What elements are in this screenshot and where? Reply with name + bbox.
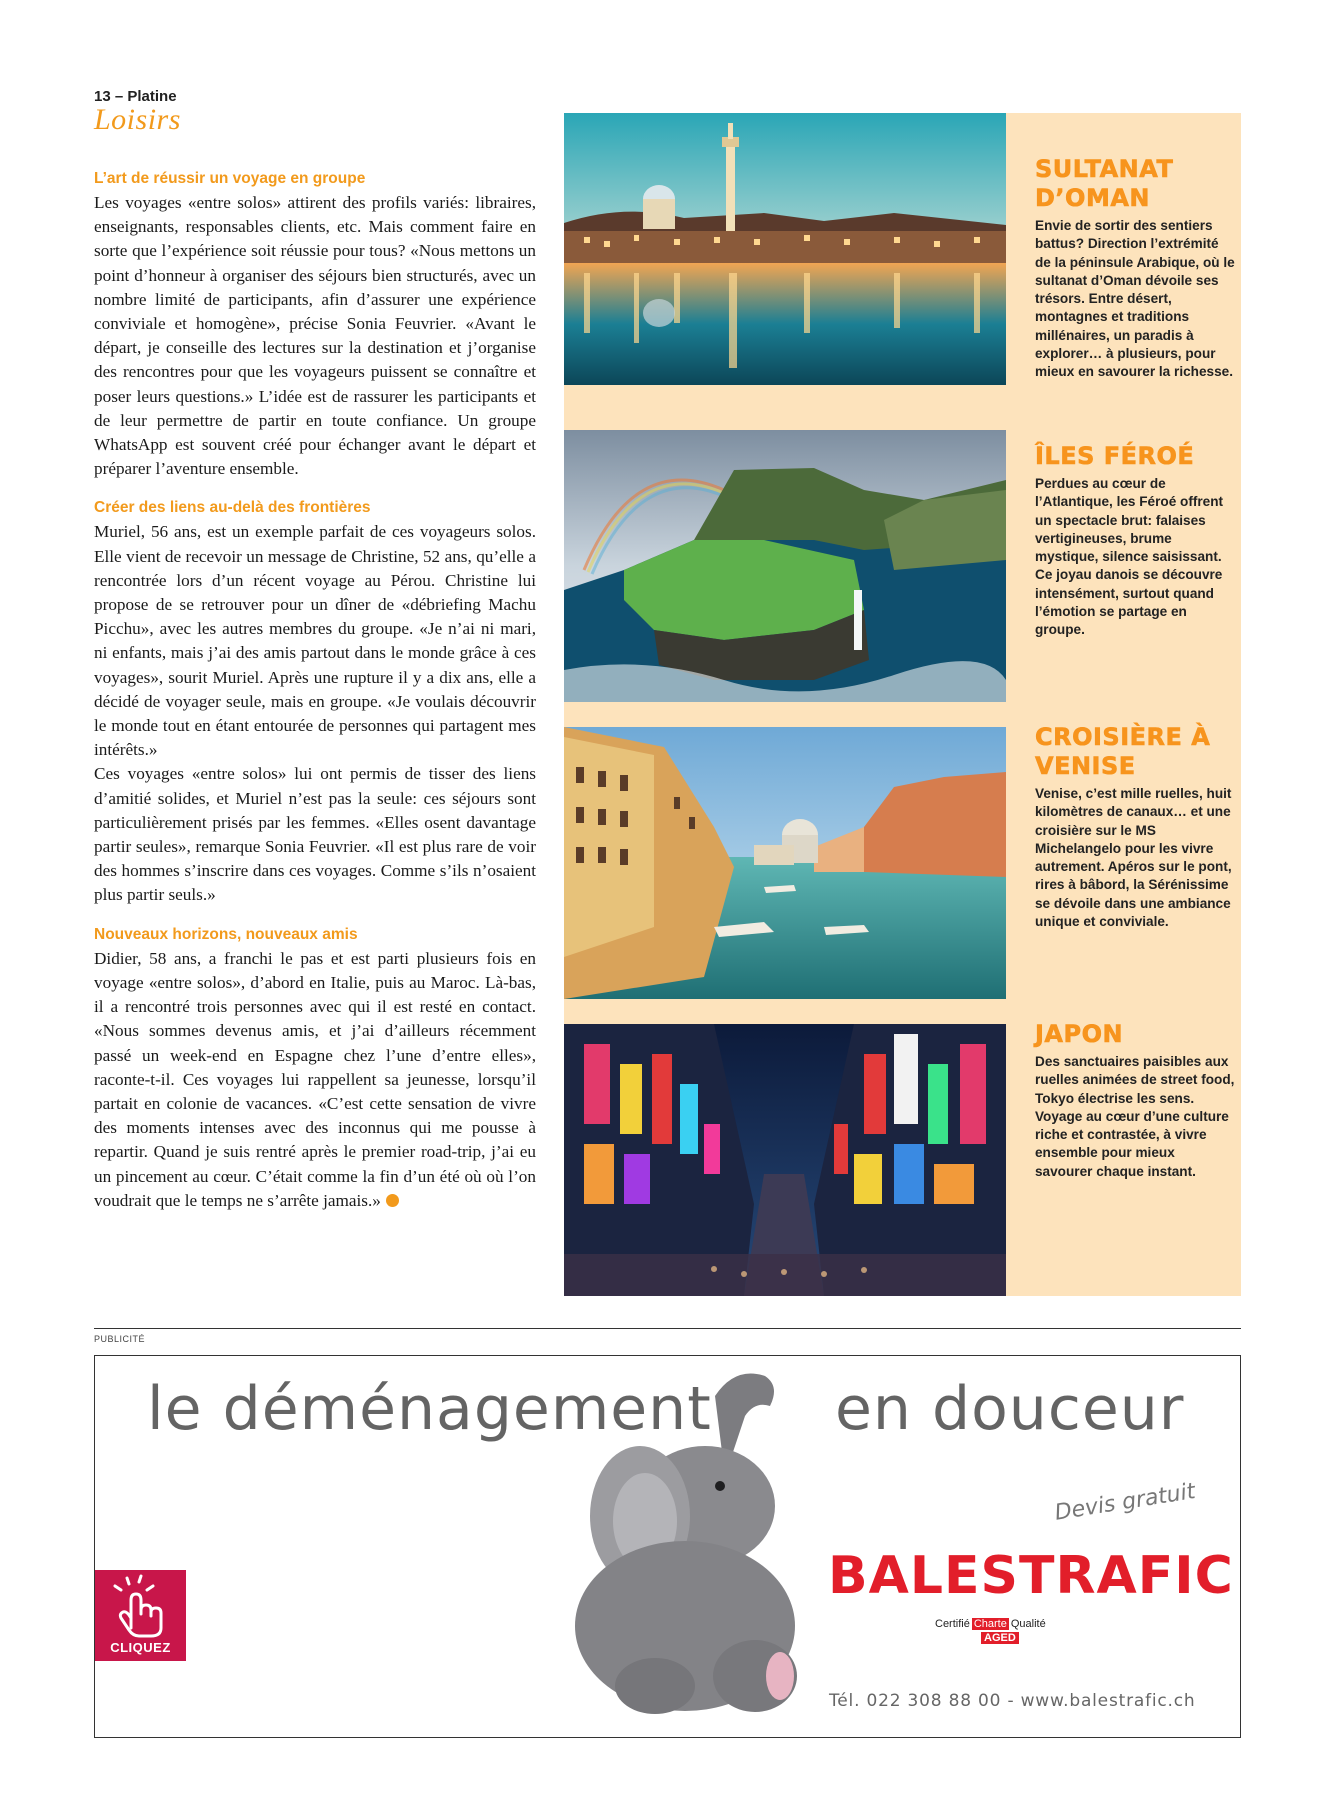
cert-badge: AGED [981,1632,1019,1644]
article-subhead-3: Nouveaux horizons, nouveaux amis [94,925,358,943]
balestrafic-logo: BALESTRAFIC [828,1546,1234,1606]
faroe-photo [564,430,1006,702]
ad-devis-gratuit: Devis gratuit [1053,1478,1198,1526]
destination-title-faroe: ÎLES FÉROÉ [1035,442,1195,470]
oman-photo [564,113,1006,385]
article-paragraph-4 [94,947,536,1213]
destination-oman [1035,155,1235,382]
elephant-plush-image [535,1356,835,1738]
ad-divider [94,1328,1241,1329]
destination-japan [1035,1020,1235,1181]
ad-headline-left: le déménagement [147,1374,712,1444]
page-number: 13 – Platine [94,88,177,105]
ad-contact[interactable]: Tél. 022 308 88 00 - www.balestrafic.ch [829,1691,1196,1711]
end-mark-icon [386,1194,399,1207]
venice-photo [564,727,1006,999]
destination-title-oman: SULTANAT D’OMAN [1035,155,1174,212]
destination-faroe [1035,442,1235,640]
destination-desc-venice: Venise, c’est mille ruelles, huit kilomètres de canaux… et une croisière sur le MS Michelangelo pour les vivre autrement. Apéros sur le pont, rires à bâbord, la Sérénissime se dévoile dans une ambiance unique et conviviale. [1035,786,1232,930]
section-title: Loisirs [94,103,181,136]
destination-title-japan: JAPON [1035,1020,1124,1048]
destination-desc-japan: Des sanctuaires paisibles aux ruelles animées de street food, Tokyo électrise les sens. Voyage au cœur d’une culture riche et contrastée, à vivre ensemble pour mieux savourer chaque instant. [1035,1054,1235,1179]
hand-pointer-icon [95,1570,186,1640]
article-paragraph-2: Muriel, 56 ans, est un exemple parfait de ces voyageurs solos. Elle vient de recevoir un message de Christine, 52 ans, qu’elle a rencontrée lors d’un récent voyage au Pérou. Christine lui propose de se retrouver pour un dîner de «débriefing Machu Picchu», avec les autres membres du groupe. «Je n’ai ni mari, ni enfants, mais j’ai des amis partout dans le monde grâce à ces voyages», sourit Muriel. Après une rupture il y a dix ans, elle a décidé de voyager seule, mais en groupe. «Je voulais découvrir le monde tout en étant entourée de personnes qui partagent mes intérêts.» [94,522,536,760]
click-button[interactable] [95,1570,186,1661]
cert-suffix: Qualité [1010,1618,1046,1630]
cert-prefix: Certifié [935,1618,970,1630]
article-column [94,170,536,1213]
article-paragraph-4-text: Didier, 58 ans, a franchi le pas et est parti plusieurs fois en voyage «entre solos», d’abord en Italie, puis au Maroc. Là-bas, il a rencontré trois personnes avec qui il est resté en contact. «Nous sommes devenus amis, et j’ai d’ailleurs récemment passé un week-end en Espagne chez l’une d’entre elles», raconte-t-il. Ces voyages lui rappellent sa jeunesse, lorsqu’il partait en colonie de vacances. «C’est cette sensation de vivre des moments intenses avec des inconnus qui me pousse à repartir. Quand je suis rentré après le premier road-trip, j’ai eu un pincement au cœur. C’était comme la fin d’un été où où l’on voudrait que le temps ne s’arrête jamais.» [94,948,536,1210]
click-label: CLIQUEZ [110,1640,171,1655]
article-subhead-1: L’art de réussir un voyage en groupe [94,170,366,187]
destination-venice [1035,723,1235,931]
destination-desc-faroe: Perdues au cœur de l’Atlantique, les Féroé offrent un spectacle brut: falaises vertigineuses, brume mystique, silence saisissant. Ce joyau danois se découvre intensément, surtout quand l’émotion se partage en groupe. [1035,476,1224,638]
advertising-label: PUBLICITÉ [94,1334,146,1344]
article-paragraph-3: Ces voyages «entre solos» lui ont permis de tisser des liens d’amitié solides, et Muriel n’est pas la seule: ces séjours sont particulièrement prisés par les femmes. «Elles osent davantage partir seules», remarque Sonia Feuvrier. «Il est plus rare de voir des hommes s’inscrire dans ces voyages. Comme s’ils n’osaient plus partir seuls.» [94,764,536,905]
article-subhead-2: Créer des liens au-delà des frontières [94,499,371,517]
ad-headline-right: en douceur [835,1374,1185,1444]
destination-title-venice: CROISIÈRE À VENISE [1035,723,1211,780]
ad-certification [935,1618,1046,1644]
cert-highlight: Charte [973,1618,1007,1630]
tokyo-photo [564,1024,1006,1296]
advertisement[interactable] [94,1355,1241,1738]
article-paragraph-1: Les voyages «entre solos» attirent des profils variés: libraires, enseignants, responsables clients, etc. Mais comment faire en sorte que l’expérience soit réussie pour tous? «Nous mettons un point d’honneur à organiser des séjours bien structurés, avec un nombre limité de participants, afin d’assurer une expérience conviviale et homogène», précise Sonia Feuvrier. «Avant le départ, je conseille des lectures sur la destination et j’organise des rencontres pour que les voyageurs puissent se connaître et poser leurs questions.» L’idée est de rassurer les participants et de leur permettre de partir en toute confiance. Un groupe WhatsApp est souvent créé pour échanger avant le départ et préparer l’aventure ensemble. [94,193,536,479]
destination-desc-oman: Envie de sortir des sentiers battus? Direction l’extrémité de la péninsule Arabique, où le sultanat d’Oman dévoile ses trésors. Entre désert, montagnes et traditions millénaires, un paradis à explorer… à plusieurs, pour mieux en savourer la richesse. [1035,218,1235,380]
